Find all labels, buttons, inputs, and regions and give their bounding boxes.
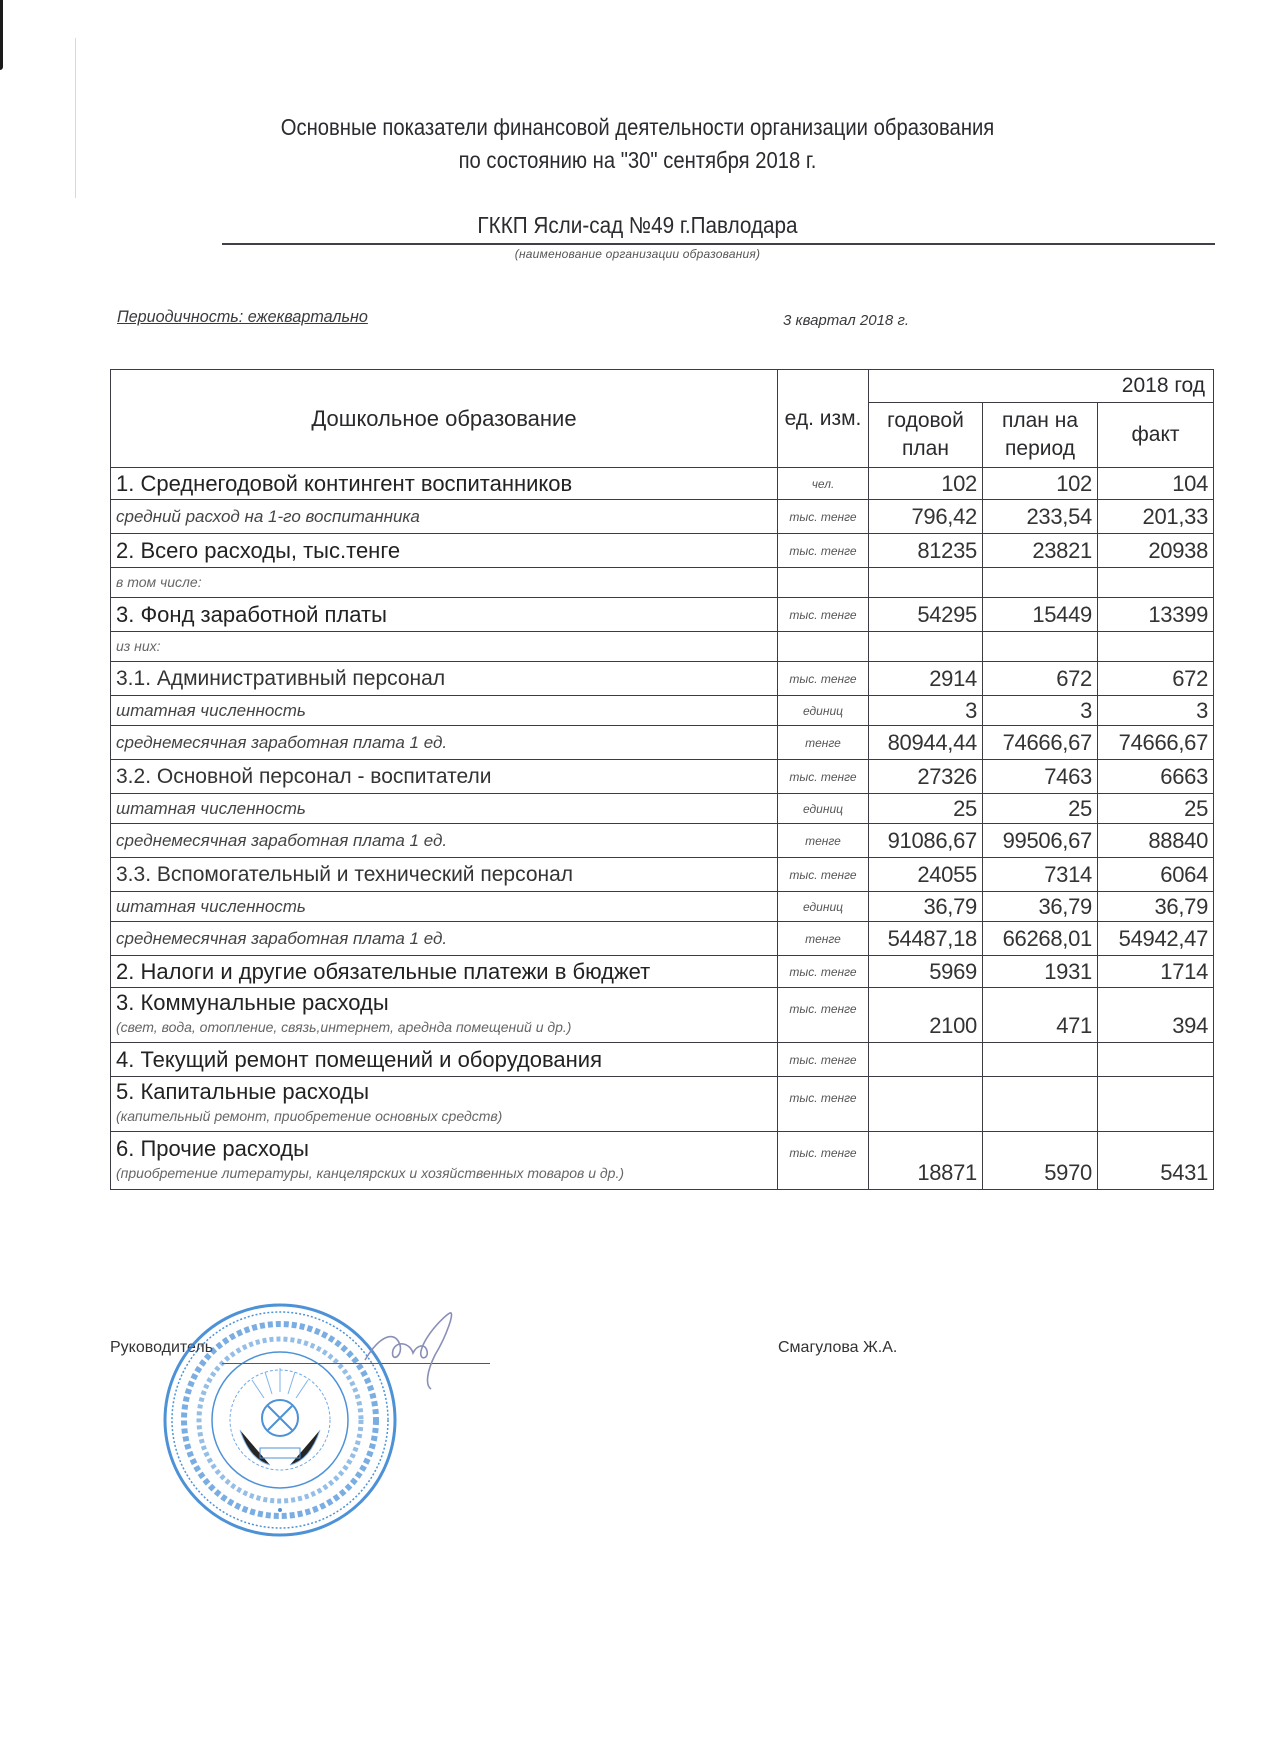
annual-plan-value: 3 bbox=[869, 696, 983, 726]
fact-value: 6064 bbox=[1098, 858, 1214, 892]
period-plan-value: 3 bbox=[983, 696, 1098, 726]
annual-plan-value: 81235 bbox=[869, 534, 983, 568]
fact-value: 13399 bbox=[1098, 598, 1214, 632]
row-sublabel: (свет, вода, отопление, связь,интернет, арeднда помещений и др.) bbox=[116, 1019, 572, 1035]
annual-plan-value bbox=[869, 1043, 983, 1077]
scan-edge-mark bbox=[0, 0, 3, 70]
table-row bbox=[111, 662, 1214, 696]
header-unit: ед. изм. bbox=[778, 370, 869, 468]
quarter-label: 3 квартал 2018 г. bbox=[783, 312, 910, 329]
row-unit-cell: тыс. тенге bbox=[778, 500, 869, 534]
row-unit-cell: чел. bbox=[778, 468, 869, 500]
row-unit-cell: тыс. тенге bbox=[778, 760, 869, 794]
annual-plan-value: 2914 bbox=[869, 662, 983, 696]
row-name-cell bbox=[111, 500, 778, 534]
header-section: Дошкольное образование bbox=[111, 370, 778, 468]
annual-plan-value: 91086,67 bbox=[869, 824, 983, 858]
header-year: 2018 год bbox=[869, 370, 1214, 403]
row-label: среднемесячная заработная плата 1 ед. bbox=[116, 732, 448, 752]
row-label: 3. Фонд заработной платы bbox=[116, 601, 387, 627]
table-row bbox=[111, 760, 1214, 794]
annual-plan-value bbox=[869, 1077, 983, 1132]
row-label: в том числе: bbox=[116, 573, 202, 590]
fact-value: 3 bbox=[1098, 696, 1214, 726]
row-label: штатная численность bbox=[116, 700, 306, 720]
annual-plan-value: 36,79 bbox=[869, 892, 983, 922]
table-row bbox=[111, 568, 1214, 598]
table-row bbox=[111, 500, 1214, 534]
table-row bbox=[111, 922, 1214, 956]
table-row bbox=[111, 858, 1214, 892]
row-unit-cell: тенге bbox=[778, 922, 869, 956]
row-label: 2. Налоги и другие обязательные платежи в бюджет bbox=[116, 958, 651, 984]
row-unit-cell: единиц bbox=[778, 892, 869, 922]
table-row bbox=[111, 726, 1214, 760]
table-row bbox=[111, 534, 1214, 568]
organization-name: ГККП Ясли-сад №49 г.Павлодара bbox=[477, 212, 798, 238]
periodicity-label: Периодичность: ежеквартально bbox=[117, 307, 368, 326]
period-plan-value bbox=[983, 632, 1098, 662]
row-label: из них: bbox=[116, 637, 161, 654]
row-unit-cell bbox=[778, 568, 869, 598]
fact-value bbox=[1098, 1043, 1214, 1077]
row-name-cell bbox=[111, 892, 778, 922]
header-period-plan: план на период bbox=[983, 403, 1098, 468]
row-label: 3.2. Основной персонал - воспитатели bbox=[116, 764, 492, 788]
fact-value: 6663 bbox=[1098, 760, 1214, 794]
fact-value bbox=[1098, 1077, 1214, 1132]
table-row bbox=[111, 956, 1214, 988]
fact-value bbox=[1098, 568, 1214, 598]
fact-value: 201,33 bbox=[1098, 500, 1214, 534]
period-plan-value: 15449 bbox=[983, 598, 1098, 632]
row-name-cell bbox=[111, 662, 778, 696]
row-unit-cell: тыс. тенге bbox=[778, 988, 869, 1043]
header-annual-plan: годовой план bbox=[869, 403, 983, 468]
period-plan-value: 99506,67 bbox=[983, 824, 1098, 858]
row-unit-cell: тыс. тенге bbox=[778, 1077, 869, 1132]
period-plan-value: 233,54 bbox=[983, 500, 1098, 534]
table-row bbox=[111, 824, 1214, 858]
annual-plan-value: 18871 bbox=[869, 1132, 983, 1190]
annual-plan-value: 102 bbox=[869, 468, 983, 500]
signature-icon bbox=[355, 1305, 465, 1395]
period-plan-value: 23821 bbox=[983, 534, 1098, 568]
row-label: 6. Прочие расходы bbox=[116, 1135, 309, 1161]
row-label: 4. Текущий ремонт помещений и оборудования bbox=[116, 1046, 602, 1072]
table-row bbox=[111, 794, 1214, 824]
row-label: 3.1. Административный персонал bbox=[116, 666, 446, 690]
fact-value: 104 bbox=[1098, 468, 1214, 500]
row-unit-cell: тыс. тенге bbox=[778, 956, 869, 988]
fact-value: 36,79 bbox=[1098, 892, 1214, 922]
period-plan-value: 471 bbox=[983, 988, 1098, 1043]
header-fact: факт bbox=[1098, 403, 1214, 468]
row-label: среднемесячная заработная плата 1 ед. bbox=[116, 928, 448, 948]
row-unit-cell: тыс. тенге bbox=[778, 858, 869, 892]
table-row bbox=[111, 988, 1214, 1043]
row-unit-cell: тыс. тенге bbox=[778, 534, 869, 568]
row-name-cell bbox=[111, 1043, 778, 1077]
annual-plan-value: 25 bbox=[869, 794, 983, 824]
fact-value: 5431 bbox=[1098, 1132, 1214, 1190]
row-label: среднемесячная заработная плата 1 ед. bbox=[116, 830, 448, 850]
fact-value bbox=[1098, 632, 1214, 662]
period-plan-value: 36,79 bbox=[983, 892, 1098, 922]
period-plan-value: 7463 bbox=[983, 760, 1098, 794]
table-row bbox=[111, 696, 1214, 726]
fact-value: 74666,67 bbox=[1098, 726, 1214, 760]
row-name-cell bbox=[111, 534, 778, 568]
fact-value: 54942,47 bbox=[1098, 922, 1214, 956]
annual-plan-value: 27326 bbox=[869, 760, 983, 794]
row-label: 2. Всего расходы, тыс.тенге bbox=[116, 537, 401, 563]
table-body bbox=[111, 468, 1214, 1190]
period-plan-value bbox=[983, 1077, 1098, 1132]
annual-plan-value: 2100 bbox=[869, 988, 983, 1043]
table-row bbox=[111, 468, 1214, 500]
row-unit-cell: тенге bbox=[778, 824, 869, 858]
row-label: средний расход на 1-го воспитанника bbox=[116, 506, 420, 526]
period-plan-value: 672 bbox=[983, 662, 1098, 696]
row-name-cell bbox=[111, 824, 778, 858]
row-unit-cell: тыс. тенге bbox=[778, 598, 869, 632]
row-sublabel: (приобретение литературы, канцелярских и хозяйственных товаров и др.) bbox=[116, 1164, 624, 1181]
table-row bbox=[111, 892, 1214, 922]
period-plan-value: 1931 bbox=[983, 956, 1098, 988]
row-label: 3.3. Вспомогательный и технический персонал bbox=[116, 862, 574, 886]
row-name-cell bbox=[111, 922, 778, 956]
signer-label: Руководитель bbox=[110, 1339, 214, 1356]
annual-plan-value: 80944,44 bbox=[869, 726, 983, 760]
row-unit-cell: тыс. тенге bbox=[778, 662, 869, 696]
row-label: 5. Капитальные расходы bbox=[116, 1079, 370, 1104]
period-plan-value: 5970 bbox=[983, 1132, 1098, 1190]
row-label: 3. Коммунальные расходы bbox=[116, 990, 389, 1015]
row-name-cell bbox=[111, 568, 778, 598]
fact-value: 672 bbox=[1098, 662, 1214, 696]
row-name-cell bbox=[111, 760, 778, 794]
period-plan-value: 74666,67 bbox=[983, 726, 1098, 760]
table-row bbox=[111, 1077, 1214, 1132]
fact-value: 1714 bbox=[1098, 956, 1214, 988]
row-unit-cell: тыс. тенге bbox=[778, 1132, 869, 1190]
annual-plan-value: 54487,18 bbox=[869, 922, 983, 956]
row-unit-cell: тенге bbox=[778, 726, 869, 760]
fact-value: 88840 bbox=[1098, 824, 1214, 858]
row-name-cell bbox=[111, 794, 778, 824]
fact-value: 25 bbox=[1098, 794, 1214, 824]
period-plan-value bbox=[983, 1043, 1098, 1077]
table-row bbox=[111, 632, 1214, 662]
annual-plan-value: 24055 bbox=[869, 858, 983, 892]
row-name-cell bbox=[111, 696, 778, 726]
table-row bbox=[111, 598, 1214, 632]
financial-indicators-table bbox=[110, 369, 1214, 1190]
fact-value: 20938 bbox=[1098, 534, 1214, 568]
row-name-cell bbox=[111, 1132, 778, 1190]
row-unit-cell: тыс. тенге bbox=[778, 1043, 869, 1077]
organization-caption: (наименование организации образования) bbox=[514, 247, 761, 261]
document-title: Основные показатели финансовой деятельности организации образования bbox=[280, 114, 995, 140]
annual-plan-value: 5969 bbox=[869, 956, 983, 988]
row-label: штатная численность bbox=[116, 896, 306, 916]
period-plan-value: 66268,01 bbox=[983, 922, 1098, 956]
fact-value: 394 bbox=[1098, 988, 1214, 1043]
annual-plan-value: 796,42 bbox=[869, 500, 983, 534]
annual-plan-value bbox=[869, 632, 983, 662]
row-name-cell bbox=[111, 598, 778, 632]
period-plan-value bbox=[983, 568, 1098, 598]
row-unit-cell bbox=[778, 632, 869, 662]
row-label: штатная численность bbox=[116, 798, 306, 818]
row-name-cell bbox=[111, 468, 778, 500]
row-name-cell bbox=[111, 956, 778, 988]
period-plan-value: 7314 bbox=[983, 858, 1098, 892]
document-subtitle-date: по состоянию на "30" сентября 2018 г. bbox=[458, 147, 817, 173]
row-name-cell bbox=[111, 632, 778, 662]
signer-name: Смагулова Ж.А. bbox=[778, 1339, 898, 1356]
row-unit-cell: единиц bbox=[778, 794, 869, 824]
organization-underline bbox=[222, 243, 1215, 245]
row-sublabel: (капительный ремонт, приобретение основных средств) bbox=[116, 1108, 503, 1124]
annual-plan-value: 54295 bbox=[869, 598, 983, 632]
annual-plan-value bbox=[869, 568, 983, 598]
table-row bbox=[111, 1132, 1214, 1190]
period-plan-value: 25 bbox=[983, 794, 1098, 824]
period-plan-value: 102 bbox=[983, 468, 1098, 500]
row-name-cell bbox=[111, 726, 778, 760]
row-name-cell bbox=[111, 858, 778, 892]
row-name-cell bbox=[111, 1077, 778, 1132]
table-row bbox=[111, 1043, 1214, 1077]
row-label: 1. Среднегодовой контингент воспитанников bbox=[116, 470, 573, 496]
row-name-cell bbox=[111, 988, 778, 1043]
row-unit-cell: единиц bbox=[778, 696, 869, 726]
